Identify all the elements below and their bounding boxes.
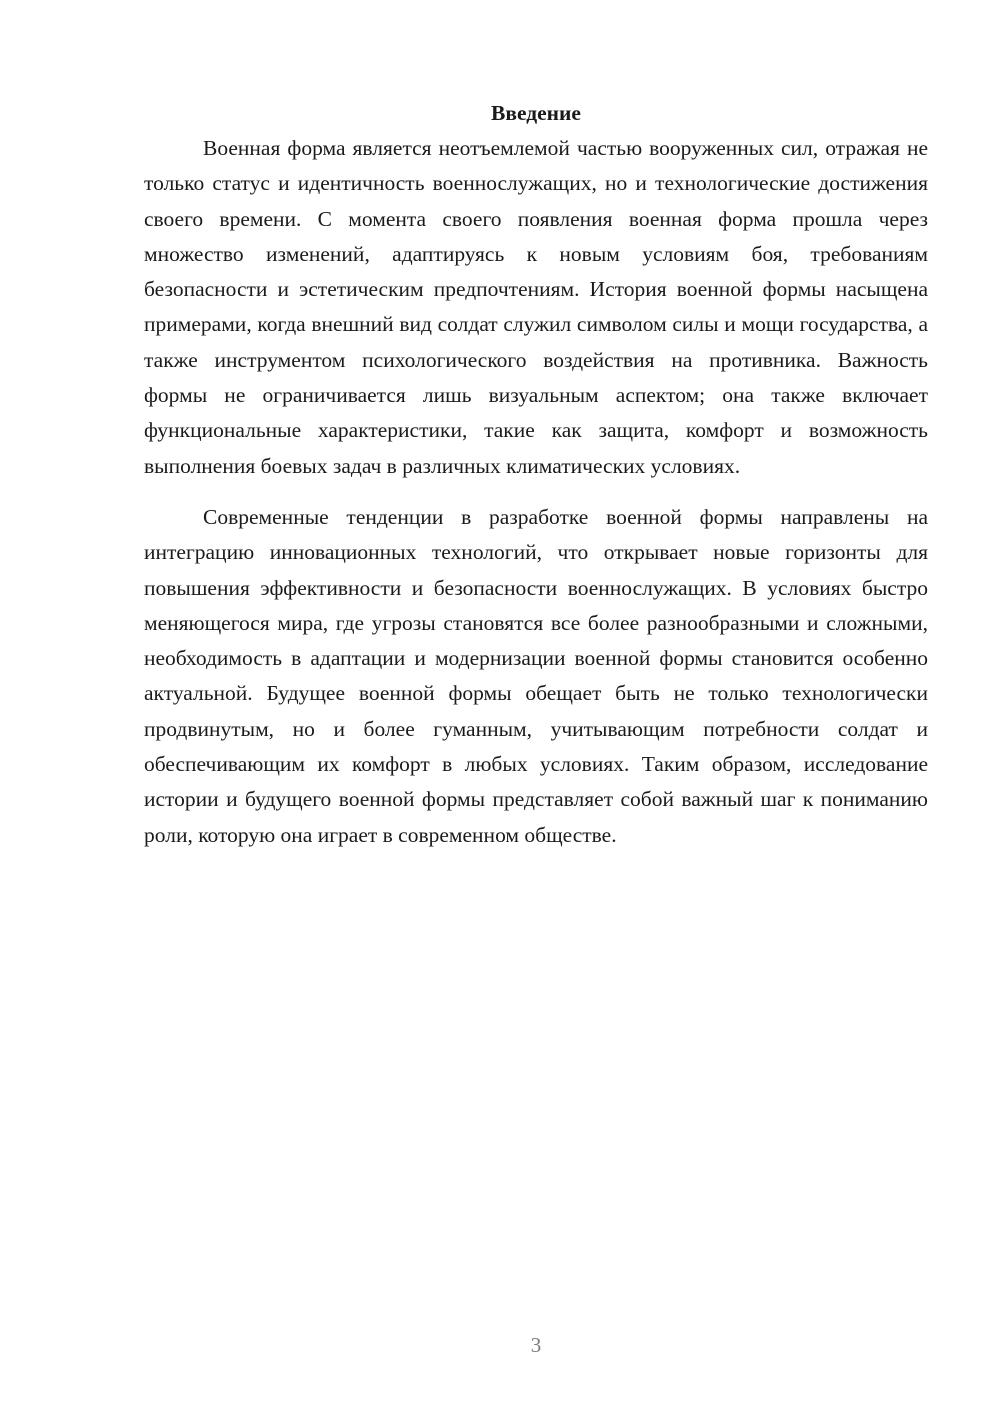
paragraph-1: Военная форма является неотъемлемой частью вооруженных сил, отражая не только статус и идентичность военнослужащих, но и технологические достижения своего времени. С момента своего появления военная форма прошла через множество изменений, адаптируясь к новым условиям боя, требованиям безопасности и эстетическим предпочтениям. История военной формы насыщена примерами, когда внешний вид солдат служил символом силы и мощи государства, а также инструментом психологического воздействия на противника. Важность формы не ограничивается лишь визуальным аспектом; она также включает функциональные характеристики, такие как защита, комфорт и возможность выполнения боевых задач в различных климатических условиях.: [144, 136, 928, 478]
page-number: 3: [530, 1333, 542, 1357]
section-title: Введение: [491, 101, 581, 125]
paragraph-2: Современные тенденции в разработке военной формы направлены на интеграцию инновационных технологий, что открывает новые горизонты для повышения эффективности и безопасности военнослужащих. В условиях быстро меняющегося мира, где угрозы становятся все более разнообразными и сложными, необходимость в адаптации и модернизации военной формы становится особенно актуальной. Будущее военной формы обещает быть не только технологически продвинутым, но и более гуманным, учитывающим потребности солдат и обеспечивающим их комфорт в любых условиях. Таким образом, исследование истории и будущего военной формы представляет собой важный шаг к пониманию роли, которую она играет в современном обществе.: [144, 504, 928, 847]
page-content: [144, 96, 928, 853]
